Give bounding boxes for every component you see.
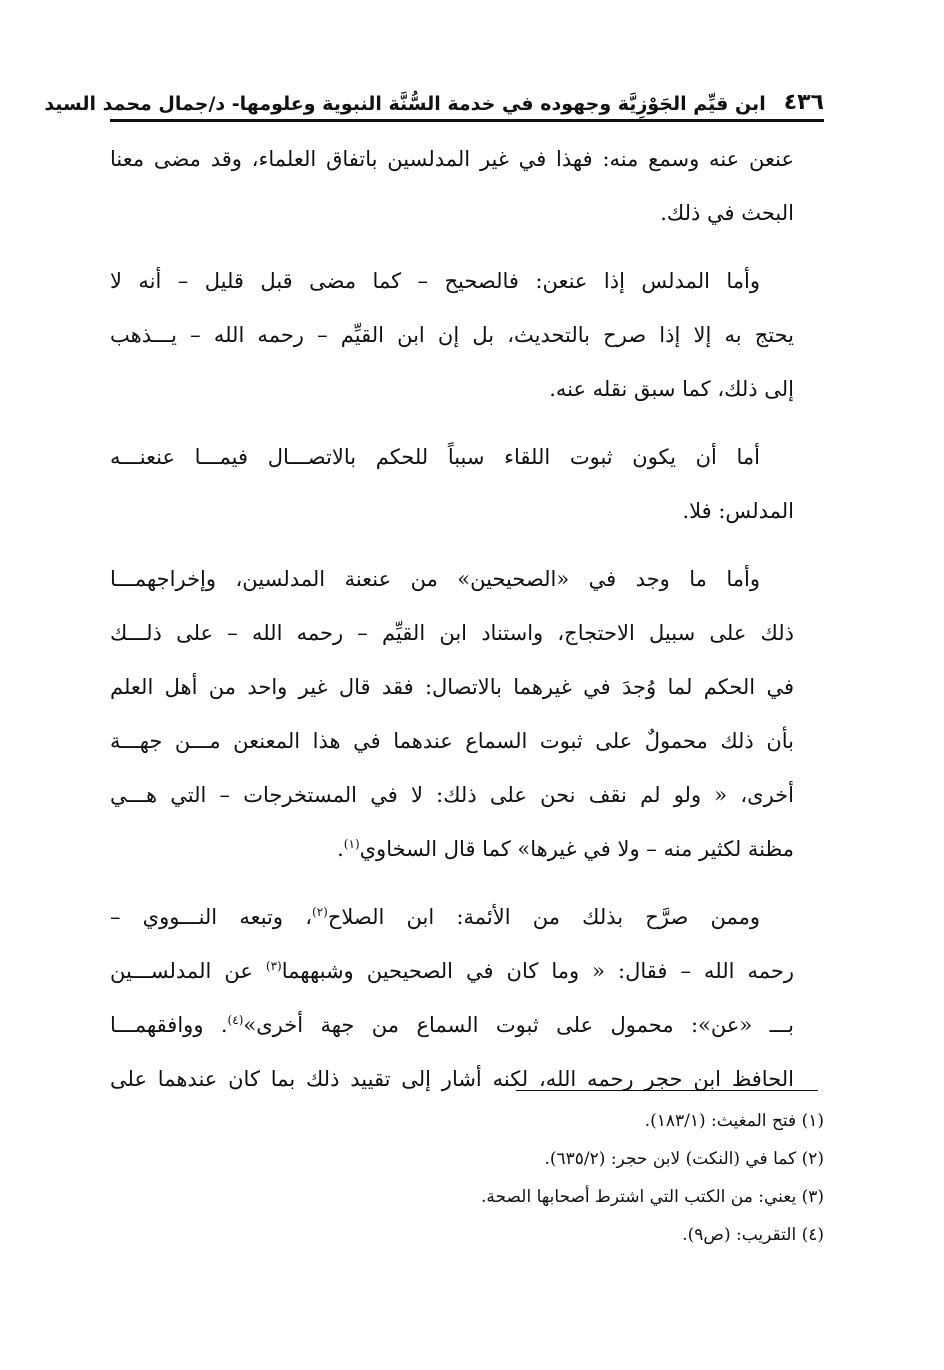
paragraph <box>110 890 824 1106</box>
text-segment: . <box>337 837 344 861</box>
text-segment: رحمه الله – فقال: « وما كان في الصحيحين وشبههما <box>281 959 794 983</box>
text-line: أما أن يكون ثبوت اللقاء سبباً للحكم بالاتصـــال فيمـــا عنعنـــه <box>110 445 760 469</box>
paragraph <box>110 430 824 538</box>
running-header <box>44 82 824 122</box>
footnote-ref: (٢) <box>312 905 328 919</box>
text-segment: مظنة لكثير منه – ولا في غيرها» كما قال السخاوي <box>359 837 794 861</box>
footnote: (١) فتح المغيث: (١٨٣/١). <box>644 1111 824 1131</box>
text-line: في الحكم لما وُجدَ في غيرهما بالاتصال: فقد قال غير واحد من أهل العلم <box>110 675 794 699</box>
body-text <box>110 132 824 1120</box>
footnote: (٢) كما في (النكت) لابن حجر: (٦٣٥/٢). <box>544 1149 824 1169</box>
footnote-separator <box>516 1090 818 1091</box>
footnote-ref: (٣) <box>265 959 282 973</box>
text-line <box>110 944 824 998</box>
text-line: وأما المدلس إذا عنعن: فالصحيح – كما مضى قبل قليل – أنه لا <box>110 269 760 293</box>
paragraph <box>110 254 824 416</box>
text-line <box>110 822 824 876</box>
footnote-ref: (١) <box>343 837 360 851</box>
running-title: ابن قيِّم الجَوْزِيَّة وجهوده في خدمة السُّنَّة النبوية وعلومها- د/جمال محمد السيد <box>44 93 766 115</box>
footnote: (٤) التقريب: (ص٩). <box>682 1225 824 1245</box>
paragraph <box>110 552 824 876</box>
text-line: بأن ذلك محمولٌ على ثبوت السماع عندهما في هذا المعنعن مـــن جهـــة <box>110 729 794 753</box>
text-segment: . ووافقهمـــا <box>110 1013 228 1037</box>
text-line: البحث في ذلك. <box>660 201 794 225</box>
paragraph <box>110 132 824 240</box>
footnote-ref: (٤) <box>227 1013 244 1027</box>
text-line: يحتج به إلا إذا صرح بالتحديث، بل إن ابن القيِّم – رحمه الله – يـــذهب <box>110 323 794 347</box>
text-line: ذلك على سبيل الاحتجاج، واستناد ابن القيِّم – رحمه الله – على ذلـــك <box>110 621 794 645</box>
text-segment: ، وتبعه النـــووي – <box>110 905 313 929</box>
text-segment: وممن صرَّح بذلك من الأئمة: ابن الصلاح <box>327 905 760 929</box>
text-line: المدلس: فلا. <box>682 499 794 523</box>
text-segment: بـــ «عن»: محمول على ثبوت السماع من جهة أخرى» <box>243 1013 794 1037</box>
text-line <box>110 890 824 944</box>
text-line <box>110 998 824 1052</box>
text-segment: عن المدلســـين <box>110 959 266 983</box>
text-line: أخرى، « ولو لم نقف نحن على ذلك: لا في المستخرجات – التي هـــي <box>110 783 794 807</box>
text-line: عنعن عنه وسمع منه: فهذا في غير المدلسين باتفاق العلماء، وقد مضى معنا <box>110 147 794 171</box>
footnote: (٣) يعني: من الكتب التي اشترط أصحابها الصحة. <box>481 1187 824 1207</box>
text-line: إلى ذلك، كما سبق نقله عنه. <box>549 377 794 401</box>
footnotes <box>110 1102 824 1254</box>
page-number: ٤٣٦ <box>783 90 824 115</box>
text-line: وأما ما وجد في «الصحيحين» من عنعنة المدلسين، وإخراجهمـــا <box>110 567 760 591</box>
text-line: الحافظ ابن حجر رحمه الله، لكنه أشار إلى تقييد ذلك بما كان عندهما على <box>110 1067 794 1091</box>
